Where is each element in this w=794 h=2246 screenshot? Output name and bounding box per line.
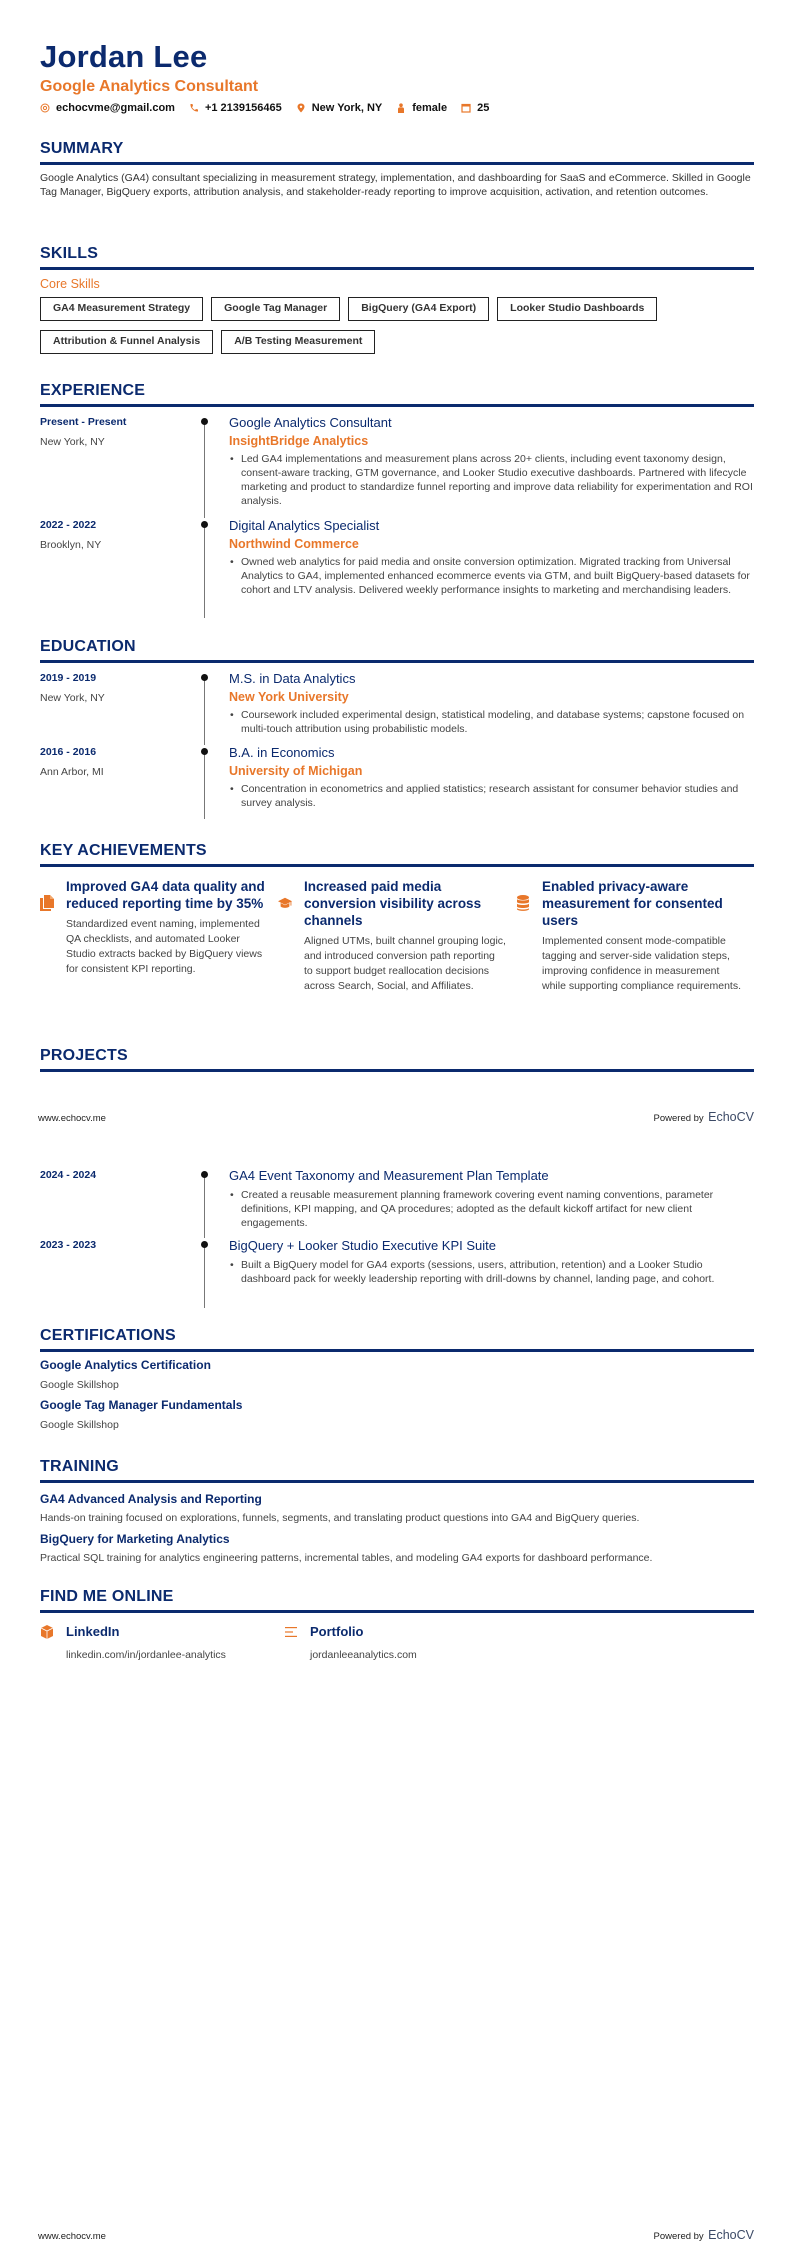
contact-location-text: New York, NY xyxy=(311,102,383,114)
entry-date: 2016 - 2016 xyxy=(40,746,97,758)
training-name: BigQuery for Marketing Analytics xyxy=(40,1532,230,1546)
summary-text: Google Analytics (GA4) consultant specializing in measurement strategy, implementation, and dashboarding for SaaS and eCommerce. Skilled in Google Tag Manager, BigQuery exports, attribution analysis, and stakeholder-ready reporting to improve acquisition, activation, and retention outcomes. xyxy=(40,172,751,198)
entry-location: Ann Arbor, MI xyxy=(40,766,104,778)
entry-date: 2023 - 2023 xyxy=(40,1239,97,1251)
footer-site-link[interactable]: www.echocv.me xyxy=(38,1113,106,1124)
contact-gender xyxy=(396,102,447,114)
achievements-section xyxy=(40,841,754,994)
entry-degree: M.S. in Data Analytics xyxy=(229,671,356,686)
project-entry xyxy=(40,1168,754,1238)
online-url[interactable]: jordanleeanalytics.com xyxy=(310,1649,417,1661)
achievement-desc: Standardized event naming, implemented QA checklists, and automated Looker Studio extracts backed by BigQuery views for consistent KPI reporting. xyxy=(66,918,263,975)
person-icon xyxy=(396,103,406,113)
skills-group-label: Core Skills xyxy=(40,277,100,291)
contact-list xyxy=(40,102,754,114)
skill-chip: BigQuery (GA4 Export) xyxy=(348,297,489,321)
achievement-card xyxy=(40,878,278,994)
online-url[interactable]: linkedin.com/in/jordanlee-analytics xyxy=(66,1649,226,1661)
timeline-line xyxy=(204,421,205,518)
menu-lines-icon xyxy=(284,1624,310,1662)
online-portfolio[interactable] xyxy=(284,1624,528,1662)
skills-section xyxy=(40,244,754,363)
achievement-title: Enabled privacy-aware measurement for consented users xyxy=(542,879,723,928)
online-label: Portfolio xyxy=(310,1624,364,1639)
experience-section xyxy=(40,381,754,618)
project-title: BigQuery + Looker Studio Executive KPI Suite xyxy=(229,1238,497,1253)
skill-chip: A/B Testing Measurement xyxy=(221,330,375,354)
experience-entry xyxy=(40,415,754,518)
powered-by: Powered by EchoCV xyxy=(653,2228,754,2242)
entry-bullet: • Owned web analytics for paid media and onsite conversion optimization. Migrated tracking from Universal Analytics to GA4, implemented enhanced ecommerce events via GTM, and built BigQuery-based datasets for cohort and LTV analysis. Delivered weekly performance insights to marketing and merchandising leaders. xyxy=(229,555,754,597)
experience-entry xyxy=(40,518,754,618)
entry-company: Northwind Commerce xyxy=(229,537,359,551)
graduation-cap-icon xyxy=(278,878,304,994)
location-pin-icon xyxy=(296,103,306,113)
contact-phone[interactable] xyxy=(189,102,282,114)
timeline-dot xyxy=(201,521,208,528)
projects-section xyxy=(40,1046,754,1072)
entry-location: New York, NY xyxy=(40,436,105,448)
timeline-dot xyxy=(201,1241,208,1248)
calendar-icon xyxy=(461,103,471,113)
section-heading: EXPERIENCE xyxy=(40,382,146,399)
phone-icon xyxy=(189,103,199,113)
entry-bullet: • Created a reusable measurement planning framework covering event naming conventions, parameter definitions, KPI mapping, and QA procedures; adopted as the default kickoff artifact for new client engagements. xyxy=(229,1188,754,1230)
section-divider xyxy=(40,1480,754,1483)
achievement-card xyxy=(516,878,754,994)
training-desc: Practical SQL training for analytics engineering patterns, incremental tables, and modeling GA4 exports for dashboard performance. xyxy=(40,1552,653,1564)
entry-school: University of Michigan xyxy=(229,764,363,778)
project-title: GA4 Event Taxonomy and Measurement Plan Template xyxy=(229,1168,549,1183)
timeline-line xyxy=(204,1244,205,1308)
entry-role: Google Analytics Consultant xyxy=(229,415,392,430)
timeline-line xyxy=(204,524,205,618)
footer-site-link[interactable]: www.echocv.me xyxy=(38,2231,106,2242)
contact-email[interactable] xyxy=(40,102,175,114)
online-section xyxy=(40,1587,754,1662)
entry-company: InsightBridge Analytics xyxy=(229,434,369,448)
database-icon xyxy=(516,878,542,994)
entry-bullet: • Built a BigQuery model for GA4 exports (sessions, users, attribution, retention) and a Looker Studio dashboard pack for weekly leadership reporting with drill-downs by channel, landing page, and cohort. xyxy=(229,1258,754,1286)
achievement-desc: Aligned UTMs, built channel grouping logic, and introduced conversion path reporting to support budget reallocation decisions across Search, Social, and Affiliates. xyxy=(304,935,506,992)
resume-header xyxy=(40,40,754,114)
skill-chip: Looker Studio Dashboards xyxy=(497,297,657,321)
linkedin-cube-icon xyxy=(40,1624,66,1662)
section-divider xyxy=(40,660,754,663)
entry-role: Digital Analytics Specialist xyxy=(229,518,380,533)
contact-gender-text: female xyxy=(412,102,448,114)
skill-chips xyxy=(40,297,754,363)
education-entry xyxy=(40,671,754,745)
timeline-dot xyxy=(201,674,208,681)
entry-bullet: • Concentration in econometrics and applied statistics; research assistant for consumer behavior studies and survey analysis. xyxy=(229,782,754,810)
project-entry xyxy=(40,1238,754,1308)
brand-name[interactable]: EchoCV xyxy=(708,2228,754,2242)
page-footer xyxy=(38,2226,754,2244)
powered-by: Powered by EchoCV xyxy=(653,1110,754,1124)
education-section xyxy=(40,637,754,819)
contact-age-text: 25 xyxy=(477,102,490,114)
contact-location xyxy=(296,102,383,114)
online-label: LinkedIn xyxy=(66,1624,120,1639)
certification-name: Google Analytics Certification xyxy=(40,1358,211,1372)
entry-bullet: • Coursework included experimental design, statistical modeling, and database systems; capstone focused on multi-touch attribution using probabilistic models. xyxy=(229,708,754,736)
section-heading: CERTIFICATIONS xyxy=(40,1327,176,1344)
summary-section xyxy=(40,139,754,199)
document-icon xyxy=(40,878,66,994)
entry-location: Brooklyn, NY xyxy=(40,539,102,551)
section-divider xyxy=(40,1069,754,1072)
skill-chip: Google Tag Manager xyxy=(211,297,340,321)
section-heading: SUMMARY xyxy=(40,140,124,157)
contact-phone-text: +1 2139156465 xyxy=(204,102,282,114)
training-desc: Hands-on training focused on explorations, funnels, segments, and translating product questions into GA4 and BigQuery queries. xyxy=(40,1512,640,1524)
timeline-dot xyxy=(201,748,208,755)
certification-issuer: Google Skillshop xyxy=(40,1419,119,1431)
timeline-line xyxy=(204,1174,205,1238)
section-heading: KEY ACHIEVEMENTS xyxy=(40,842,207,859)
candidate-title: Google Analytics Consultant xyxy=(40,78,259,95)
entry-school: New York University xyxy=(229,690,349,704)
achievement-card xyxy=(278,878,516,994)
at-icon xyxy=(40,103,50,113)
contact-email-text: echocvme@gmail.com xyxy=(56,102,175,114)
online-linkedin[interactable] xyxy=(40,1624,284,1662)
section-heading: TRAINING xyxy=(40,1458,119,1475)
projects-list xyxy=(40,1168,754,1308)
timeline-dot xyxy=(201,1171,208,1178)
entry-location: New York, NY xyxy=(40,692,105,704)
section-divider xyxy=(40,267,754,270)
section-heading: EDUCATION xyxy=(40,638,136,655)
entry-bullet: • Led GA4 implementations and measurement plans across 20+ clients, including event taxonomy design, consent-aware tracking, GTM governance, and Looker Studio executive dashboards. Partnered with lifecycle marketing and product to standardize funnel reporting and improve data reliability for experimentation and ROI analysis. xyxy=(229,452,754,508)
certification-name: Google Tag Manager Fundamentals xyxy=(40,1398,243,1412)
section-divider xyxy=(40,404,754,407)
certification-issuer: Google Skillshop xyxy=(40,1379,119,1391)
candidate-name: Jordan Lee xyxy=(40,39,208,74)
brand-name[interactable]: EchoCV xyxy=(708,1110,754,1124)
entry-degree: B.A. in Economics xyxy=(229,745,335,760)
section-heading: PROJECTS xyxy=(40,1047,128,1064)
entry-date: Present - Present xyxy=(40,416,127,428)
certifications-section xyxy=(40,1326,754,1437)
achievement-desc: Implemented consent mode-compatible tagging and server-side validation steps, improving confidence in measurement while supporting compliance requirements. xyxy=(542,935,742,992)
section-divider xyxy=(40,864,754,867)
training-name: GA4 Advanced Analysis and Reporting xyxy=(40,1492,262,1506)
achievement-title: Improved GA4 data quality and reduced reporting time by 35% xyxy=(66,879,265,911)
section-heading: FIND ME ONLINE xyxy=(40,1588,174,1605)
section-divider xyxy=(40,1349,754,1352)
skill-chip: GA4 Measurement Strategy xyxy=(40,297,203,321)
entry-date: 2024 - 2024 xyxy=(40,1169,97,1181)
section-heading: SKILLS xyxy=(40,245,99,262)
page-footer xyxy=(38,1108,754,1126)
timeline-line xyxy=(204,677,205,745)
section-divider xyxy=(40,162,754,165)
skill-chip: Attribution & Funnel Analysis xyxy=(40,330,213,354)
education-entry xyxy=(40,745,754,819)
entry-date: 2022 - 2022 xyxy=(40,519,97,531)
entry-date: 2019 - 2019 xyxy=(40,672,97,684)
achievement-title: Increased paid media conversion visibility across channels xyxy=(304,879,482,928)
timeline-line xyxy=(204,751,205,819)
contact-age xyxy=(461,102,489,114)
training-section xyxy=(40,1457,754,1571)
section-divider xyxy=(40,1610,754,1613)
timeline-dot xyxy=(201,418,208,425)
